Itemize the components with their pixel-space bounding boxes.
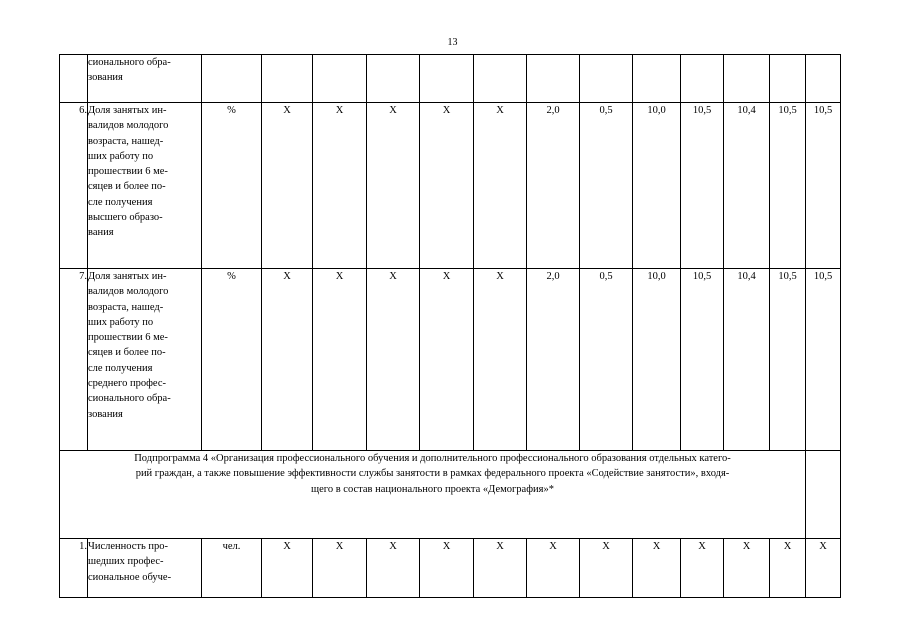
indicator-name-line: сле получения <box>88 362 153 374</box>
value-cell: X <box>633 539 681 598</box>
indicator-name <box>88 539 202 598</box>
value-cell: X <box>262 269 313 451</box>
indicator-name <box>88 269 202 451</box>
value-cell: X <box>474 539 527 598</box>
indicator-name-line: прошествии 6 ме- <box>88 332 168 344</box>
value-cell: X <box>681 539 724 598</box>
value-cell: 2,0 <box>527 103 580 269</box>
value-cell: X <box>313 539 367 598</box>
table-row <box>60 103 841 269</box>
value-cell: X <box>262 103 313 269</box>
unit-cell <box>202 55 262 103</box>
value-cell: X <box>420 539 474 598</box>
value-cell <box>770 55 806 103</box>
indicator-name <box>88 55 202 103</box>
indicator-name-line: высшего образо- <box>88 212 163 224</box>
value-cell: 10,5 <box>681 269 724 451</box>
value-cell <box>724 55 770 103</box>
table-row <box>60 539 841 598</box>
value-cell <box>633 55 681 103</box>
value-cell: 10,0 <box>633 103 681 269</box>
value-cell <box>806 55 841 103</box>
value-cell: 10,5 <box>806 103 841 269</box>
table-row <box>60 269 841 451</box>
value-cell: 0,5 <box>580 103 633 269</box>
row-number: 7. <box>60 269 88 451</box>
indicator-name-line: ших работу по <box>88 150 154 162</box>
value-cell <box>527 55 580 103</box>
value-cell <box>474 55 527 103</box>
subprogram-row <box>60 451 841 539</box>
subprogram-title-line: рий граждан, а также повышение эффективности службы занятости в рамках федерального проекта «Содействие занятости», входя- <box>135 468 730 480</box>
value-cell: X <box>474 103 527 269</box>
value-cell: X <box>420 269 474 451</box>
value-cell: X <box>262 539 313 598</box>
value-cell: 10,5 <box>770 269 806 451</box>
value-cell: X <box>474 269 527 451</box>
value-cell: 10,5 <box>770 103 806 269</box>
value-cell: 10,4 <box>724 269 770 451</box>
value-cell <box>367 55 420 103</box>
value-cell <box>262 55 313 103</box>
value-cell: X <box>313 103 367 269</box>
subprogram-title-line: Подпрограмма 4 «Организация профессионального обучения и дополнительного профессионального образования отдельных катего- <box>134 453 731 464</box>
value-cell: X <box>806 539 841 598</box>
indicator-name-line: возраста, нашед- <box>88 135 164 147</box>
indicator-name-line: зования <box>88 72 123 84</box>
empty-cell <box>806 451 841 539</box>
indicator-name-line: Доля занятых ин- <box>88 271 167 282</box>
unit-cell: чел. <box>202 539 262 598</box>
indicators-table <box>59 54 841 598</box>
value-cell: X <box>580 539 633 598</box>
value-cell: X <box>770 539 806 598</box>
value-cell: 10,0 <box>633 269 681 451</box>
value-cell: X <box>367 103 420 269</box>
indicator-name-line: прошествии 6 ме- <box>88 166 168 178</box>
indicator-name <box>88 103 202 269</box>
value-cell <box>420 55 474 103</box>
subprogram-title <box>60 451 806 539</box>
indicator-name-line: сиональное обуче- <box>88 571 172 583</box>
value-cell: 10,5 <box>806 269 841 451</box>
indicator-name-line: сле получения <box>88 196 153 208</box>
unit-cell: % <box>202 269 262 451</box>
indicator-name-line: сяцев и более по- <box>88 347 166 359</box>
value-cell: X <box>527 539 580 598</box>
indicator-name-line: возраста, нашед- <box>88 301 164 313</box>
subprogram-title-line: щего в состав национального проекта «Демография»* <box>311 483 554 495</box>
value-cell: X <box>724 539 770 598</box>
value-cell <box>681 55 724 103</box>
indicator-name-line: сионального обра- <box>88 393 171 405</box>
value-cell: X <box>420 103 474 269</box>
value-cell <box>313 55 367 103</box>
row-number: 6. <box>60 103 88 269</box>
value-cell: X <box>313 269 367 451</box>
indicator-name-line: Доля занятых ин- <box>88 105 167 116</box>
table-row <box>60 55 841 103</box>
value-cell: X <box>367 269 420 451</box>
indicator-name-line: ших работу по <box>88 316 154 328</box>
value-cell <box>580 55 633 103</box>
value-cell: 10,4 <box>724 103 770 269</box>
value-cell: 2,0 <box>527 269 580 451</box>
indicator-name-line: валидов молодого <box>88 286 169 298</box>
indicator-name-line: вания <box>88 227 114 239</box>
row-number <box>60 55 88 103</box>
unit-cell: % <box>202 103 262 269</box>
indicator-name-line: зования <box>88 408 123 420</box>
value-cell: X <box>367 539 420 598</box>
value-cell: 10,5 <box>681 103 724 269</box>
page-number: 13 <box>447 37 458 48</box>
indicator-name-line: сяцев и более по- <box>88 181 166 193</box>
value-cell: 0,5 <box>580 269 633 451</box>
indicator-name-line: валидов молодого <box>88 120 169 132</box>
indicator-name-line: шедших профес- <box>88 556 164 568</box>
indicator-name-line: среднего профес- <box>88 378 166 390</box>
indicator-name-line: Численность про- <box>88 541 169 552</box>
indicator-name-line: сионального обра- <box>88 57 171 68</box>
row-number: 1. <box>60 539 88 598</box>
